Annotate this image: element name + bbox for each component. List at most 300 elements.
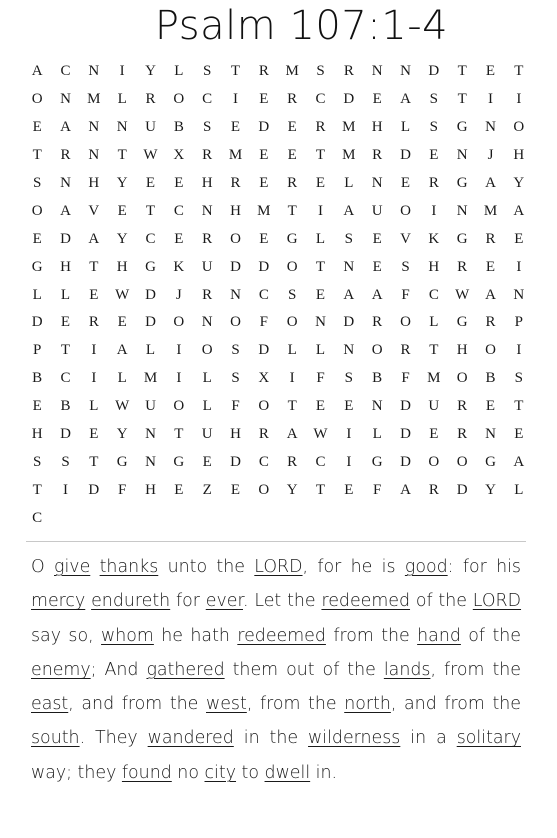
hidden-word: wandered [147,728,234,749]
grid-letter: I [91,370,97,387]
grid-letter: C [315,91,326,108]
grid-letter: F [316,370,325,387]
grid-letter: G [371,453,383,470]
grid-letter: E [287,119,297,136]
puzzle-title: Psalm 107:1-4 [154,3,449,49]
passage-text: . They [79,728,148,749]
passage-text: in the [233,728,309,749]
divider [26,541,526,542]
grid-letter: E [174,230,184,247]
grid-letter: C [60,63,71,80]
grid-letter: N [485,119,496,136]
grid-letter: D [258,342,270,359]
grid-letter: N [201,202,213,219]
grid-letter: T [514,63,524,80]
grid-letter: S [344,370,353,387]
grid-letter: U [145,398,156,415]
grid-letter: R [400,342,411,359]
grid-letter: E [259,175,269,191]
hidden-word: give [54,557,91,577]
grid-letter: C [258,453,269,470]
grid-letter: N [88,147,100,164]
grid-letter: M [87,91,101,108]
hidden-word: hand [417,625,461,646]
grid-letter: R [230,175,241,191]
hidden-word: gathered [146,659,225,680]
grid-letter: A [343,286,355,303]
grid-letter: S [287,286,297,303]
grid-letter: T [117,147,127,164]
grid-letter: N [400,63,411,80]
passage-text: in a [400,728,457,749]
grid-letter: Y [116,230,128,247]
grid-letter: I [431,202,437,219]
grid-letter: E [60,314,71,331]
grid-letter: S [344,230,353,247]
passage-text: in. [310,762,338,783]
grid-letter: R [372,314,383,331]
grid-letter: G [485,453,496,470]
grid-letter: L [145,342,156,359]
grid-letter: R [287,91,298,108]
grid-letter: A [31,63,43,80]
grid-letter: S [316,63,325,80]
grid-letter: H [230,426,241,443]
grid-letter: T [457,63,467,80]
grid-letter: R [485,314,496,331]
grid-letter: T [32,481,42,498]
grid-letter: F [401,286,410,303]
grid-letter: D [258,119,270,136]
grid-letter: U [428,398,440,415]
grid-letter: I [232,91,238,108]
hidden-word: good [404,557,448,577]
grid-letter: E [485,398,496,415]
grid-letter: D [145,286,156,303]
grid-letter: F [372,481,382,498]
grid-letter: D [31,314,43,331]
grid-letter: E [259,147,269,164]
passage-text: of the [460,625,521,646]
hidden-word: redeemed [321,591,411,612]
grid-letter: G [456,119,468,136]
hidden-word: lands [383,659,431,680]
grid-letter: H [116,258,128,275]
passage-text: O [31,557,55,577]
grid-letter: T [457,91,467,108]
grid-letter: B [60,398,71,415]
grid-letter: R [343,63,354,80]
grid-letter: H [88,175,100,191]
grid-letter: G [116,453,128,470]
scripture-passage [31,550,521,790]
grid-letter: T [230,63,241,80]
grid-letter: U [145,119,156,136]
passage-text: of the [410,591,473,612]
passage-text: , from the [430,659,521,680]
grid-letter: T [429,342,439,359]
grid-letter: S [32,453,42,470]
grid-letter: N [371,175,383,191]
grid-letter: G [31,258,43,275]
passage-text: them out of the [224,659,384,680]
grid-letter: U [201,258,213,275]
grid-letter: T [60,342,71,359]
grid-letter: R [485,230,496,247]
hidden-word: north [344,694,391,715]
grid-letter: S [429,119,438,136]
hidden-word: LORD [254,557,303,577]
grid-letter: E [174,481,184,498]
hidden-word: whom [101,625,154,646]
grid-letter: I [516,91,522,108]
grid-letter: T [315,258,326,275]
grid-letter: L [202,398,212,415]
grid-letter: R [145,91,156,108]
grid-letter: N [116,119,128,136]
grid-letter: L [315,230,326,247]
grid-letter: O [456,370,468,387]
grid-letter: O [286,258,298,275]
grid-letter: L [315,342,326,359]
grid-letter: C [428,286,439,303]
grid-letter: H [60,258,71,275]
passage-text: way; they [31,762,122,783]
grid-letter: C [202,91,213,108]
grid-letter: F [117,481,127,498]
grid-letter: E [32,119,42,136]
grid-letter: N [315,314,326,331]
grid-letter: R [202,147,213,164]
grid-letter: Z [202,481,212,498]
grid-letter: A [116,342,128,359]
grid-letter: E [344,481,354,498]
grid-letter: O [286,314,298,331]
grid-letter: B [32,370,43,387]
grid-letter: E [372,91,382,108]
grid-letter: L [89,398,99,415]
grid-letter: O [201,342,213,359]
grid-letter: S [32,175,42,191]
grid-letter: N [88,63,100,80]
grid-letter: D [88,481,100,498]
grid-letter: A [343,202,355,219]
grid-letter: W [143,147,158,164]
grid-letter: L [117,91,127,108]
grid-letter: D [230,453,241,470]
grid-letter: H [456,342,468,359]
grid-letter: E [485,258,496,275]
grid-letter: R [287,453,298,470]
grid-letter: N [485,426,496,443]
grid-letter: W [115,286,130,303]
grid-letter: J [175,286,182,303]
grid-letter: H [428,258,440,275]
passage-text: , and from the [68,694,206,715]
grid-letter: O [258,398,270,415]
passage-text: , and from the [390,694,521,715]
grid-letter: N [145,426,156,443]
grid-letter: R [428,481,439,498]
grid-letter: E [514,426,524,443]
grid-letter: I [91,342,97,359]
passage-text: to [236,762,265,783]
grid-letter: W [313,426,328,443]
grid-letter: R [372,147,383,164]
grid-letter: E [400,175,411,191]
grid-letter: L [514,481,524,498]
grid-letter: O [173,398,185,415]
grid-letter: B [173,119,184,136]
grid-letter: N [230,286,241,303]
grid-letter: T [315,147,326,164]
grid-letter: R [202,230,213,247]
hidden-word: endureth [91,591,171,612]
grid-letter: E [145,175,156,191]
grid-letter: G [456,175,468,191]
grid-letter: K [173,258,185,275]
grid-letter: T [514,398,524,415]
passage-text [90,557,99,577]
passage-text: , from the [246,694,345,715]
grid-letter: S [61,453,70,470]
grid-letter: D [60,230,71,247]
grid-letter: H [230,202,241,219]
grid-letter: S [514,370,523,387]
grid-letter: A [513,453,525,470]
grid-letter: D [258,258,270,275]
grid-letter: P [32,342,42,359]
grid-letter: Y [513,175,525,191]
grid-letter: D [343,314,355,331]
hidden-word: enemy [31,659,91,680]
passage-text: , for he is [302,557,405,577]
grid-letter: L [202,370,212,387]
grid-letter: M [285,63,299,80]
grid-letter: D [343,91,355,108]
grid-letter: A [513,202,525,219]
grid-letter: P [514,314,523,331]
grid-letter: X [258,370,270,387]
grid-letter: N [88,119,100,136]
grid-letter: R [202,286,213,303]
grid-letter: E [89,426,99,443]
hidden-word: thanks [99,557,159,577]
grid-letter: U [201,426,213,443]
grid-letter: D [456,481,468,498]
grid-letter: R [88,314,99,331]
grid-letter: T [287,202,297,219]
passage-text: unto the [158,557,255,577]
grid-letter: L [344,175,354,191]
grid-letter: S [202,63,212,80]
passage-text: : for his [447,557,521,577]
grid-letter: N [456,147,468,164]
grid-letter: E [174,175,184,191]
grid-letter: R [258,63,269,80]
grid-letter: E [514,230,524,247]
grid-letter: M [483,202,498,219]
grid-letter: M [143,370,158,387]
grid-letter: E [429,147,439,164]
grid-letter: A [60,202,71,219]
grid-letter: L [60,286,71,303]
grid-letter: D [428,63,440,80]
grid-letter: I [516,258,522,275]
grid-letter: L [372,426,382,443]
grid-letter: E [372,258,382,275]
passage-text: he hath [153,625,238,646]
hidden-word: solitary [456,728,521,749]
hidden-word: city [204,762,237,783]
grid-letter: M [342,147,356,164]
grid-letter: O [456,453,468,470]
grid-letter: N [201,314,213,331]
hidden-word: west [206,694,247,715]
grid-letter: F [401,370,410,387]
grid-letter: E [372,230,382,247]
grid-letter: L [400,119,411,136]
hidden-word: wilderness [308,728,401,749]
grid-letter: N [513,286,525,303]
grid-letter: E [344,398,354,415]
grid-letter: D [400,398,411,415]
passage-text: say so, [31,625,102,646]
grid-letter: Y [116,426,128,443]
grid-letter: L [174,63,184,80]
grid-letter: S [231,370,240,387]
grid-letter: I [62,481,68,498]
grid-letter: G [456,230,468,247]
grid-letter: K [428,230,440,247]
grid-letter: D [400,453,411,470]
grid-letter: E [117,314,127,331]
grid-letter: J [487,147,494,164]
grid-letter: E [32,398,42,415]
grid-letter: R [428,175,439,191]
grid-letter: T [145,202,156,219]
grid-letter: E [230,119,241,136]
word-search-grid [23,58,533,532]
grid-letter: O [400,202,411,219]
grid-letter: R [457,426,468,443]
grid-letter: O [485,342,496,359]
grid-letter: C [258,286,269,303]
grid-letter: E [259,91,269,108]
hidden-word: east [31,694,69,715]
grid-letter: E [315,398,326,415]
grid-letter: M [257,202,271,219]
grid-letter: Y [485,481,496,498]
grid-letter: A [485,286,496,303]
grid-letter: O [31,202,43,219]
grid-letter: S [401,258,410,275]
grid-letter: H [31,426,43,443]
grid-letter: W [115,398,130,415]
grid-letter: D [60,426,71,443]
grid-letter: V [400,230,411,247]
grid-letter: O [371,342,383,359]
grid-letter: C [145,230,156,247]
grid-letter: A [371,286,383,303]
grid-letter: T [174,426,184,443]
grid-letter: D [400,426,411,443]
grid-letter: M [427,370,441,387]
grid-letter: T [287,398,297,415]
grid-letter: O [230,230,241,247]
grid-letter: C [315,453,326,470]
grid-letter: G [456,314,468,331]
hidden-word: dwell [264,762,311,783]
grid-letter: R [60,147,71,164]
grid-letter: I [176,342,182,359]
grid-letter: D [400,147,411,164]
grid-letter: A [400,481,411,498]
grid-letter: X [173,147,185,164]
grid-letter: E [485,63,496,80]
grid-letter: D [145,314,156,331]
grid-letter: N [371,398,383,415]
grid-letter: E [429,426,439,443]
grid-letter: O [258,481,270,498]
grid-letter: I [346,426,352,443]
grid-letter: O [173,314,185,331]
grid-letter: E [287,147,297,164]
grid-letter: N [343,342,355,359]
grid-letter: C [60,370,71,387]
grid-letter: L [117,370,127,387]
passage-text: ; And [90,659,147,680]
grid-letter: O [230,314,241,331]
grid-letter: U [371,202,383,219]
grid-letter: Y [286,481,298,498]
grid-letter: F [259,314,268,331]
grid-letter: M [342,119,356,136]
grid-letter: T [315,481,326,498]
hidden-word: LORD [472,591,522,612]
passage-text: from the [325,625,418,646]
hidden-word: mercy [31,591,86,612]
grid-letter: H [201,175,213,191]
grid-letter: S [231,342,240,359]
passage-text: . Let the [243,591,322,612]
grid-letter: T [32,147,42,164]
grid-letter: R [457,398,468,415]
grid-letter: A [88,230,100,247]
grid-letter: H [145,481,156,498]
grid-letter: Y [116,175,128,191]
grid-letter: S [429,91,438,108]
grid-letter: E [315,286,326,303]
grid-letter: C [173,202,184,219]
grid-letter: A [485,175,496,191]
grid-letter: I [317,202,323,219]
grid-letter: T [89,258,99,275]
passage-text: for [170,591,206,612]
grid-letter: L [287,342,297,359]
grid-letter: O [173,91,185,108]
grid-letter: G [145,258,156,275]
grid-letter: L [32,286,42,303]
grid-letter: R [457,258,468,275]
hidden-word: ever [205,591,243,612]
grid-letter: R [258,426,269,443]
grid-letter: S [202,119,212,136]
grid-letter: N [60,91,71,108]
grid-letter: R [287,175,298,191]
grid-letter: I [516,342,522,359]
grid-letter: N [145,453,156,470]
